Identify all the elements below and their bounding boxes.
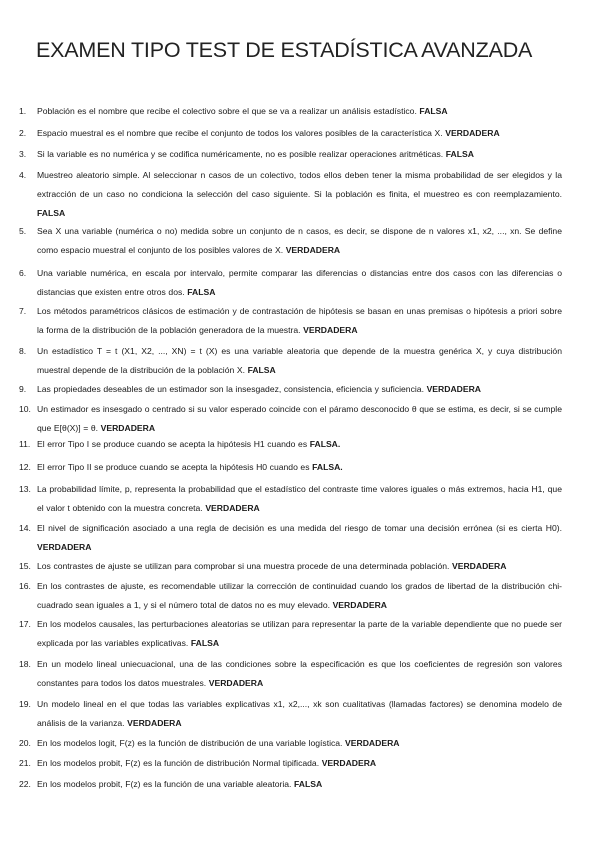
question-text (37, 577, 562, 615)
question-statement: En los contrastes de ajuste, es recomendable utilizar la corrección de continuidad cuando los grados de libertad de la distribución chi-cuadrado sean iguales a 1, y si el número total de datos no es muy elevado. (37, 581, 562, 610)
question-statement: Muestreo aleatorio simple. Al seleccionar n casos de un colectivo, todos ellos deben tener la misma probabilidad de ser elegidos y la extracción de un caso no condiciona la selección del caso siguiente. Si la población es finita, el muestreo es con reemplazamiento. (37, 170, 562, 199)
question-statement: En los modelos probit, F(z) es la función de una variable aleatoria. (37, 779, 292, 789)
question-statement: Los contrastes de ajuste se utilizan para comprobar si una muestra procede de una determinada población. (37, 561, 450, 571)
question-number: 7. (19, 306, 27, 316)
question-number: 5. (19, 226, 27, 236)
question-statement: Un modelo lineal en el que todas las variables explicativas x1, x2,..., xk son cualitativas (llamadas factores) se denomina modelo de análisis de la varianza. (37, 699, 562, 728)
question-statement: En los modelos logit, F(z) es la función de distribución de una variable logística. (37, 738, 343, 748)
question-number: 4. (19, 170, 27, 180)
answer-label: FALSA. (312, 462, 343, 472)
question-statement: En los modelos causales, las perturbaciones aleatorias se utilizan para representar la parte de la variable dependiente que no puede ser explicada por las variables explicativas. (37, 619, 562, 648)
question-number: 19. (19, 699, 31, 709)
answer-label: FALSA (445, 149, 474, 159)
question-statement: Las propiedades deseables de un estimador son la insesgadez, consistencia, eficiencia y suficiencia. (37, 384, 424, 394)
question-number: 21. (19, 758, 31, 768)
question-statement: Si la variable es no numérica y se codifica numéricamente, no es posible realizar operaciones aritméticas. (37, 149, 444, 159)
question-number: 8. (19, 346, 27, 356)
question-number: 3. (19, 149, 27, 159)
answer-label: FALSA. (309, 439, 341, 449)
page-title: EXAMEN TIPO TEST DE ESTADÍSTICA AVANZADA (36, 38, 533, 62)
question-text (37, 775, 562, 794)
question-number: 2. (19, 128, 27, 138)
question-statement: El nivel de significación asociado a una regla de decisión es una medida del riesgo de tomar una decisión errónea (si es cierta H0). (37, 523, 562, 533)
answer-label: VERDADERA (426, 384, 481, 394)
question-text (37, 458, 562, 477)
question-number: 16. (19, 581, 31, 591)
question-number: 15. (19, 561, 31, 571)
answer-label: FALSA (37, 208, 66, 218)
answer-label: FALSA (294, 779, 323, 789)
question-statement: En un modelo lineal uniecuacional, una de las condiciones sobre la especificación es que los coeficientes de regresión son valores constantes para todos los datos muestrales. (37, 659, 562, 688)
question-statement: Un estadístico T = t (X1, X2, ..., XN) = t (X) es una variable aleatoria que depende de la muestra genérica X, y cuya distribución muestral depende de la distribución de la población X. (37, 346, 562, 375)
question-number: 9. (19, 384, 27, 394)
question-number: 14. (19, 523, 31, 533)
question-statement: Los métodos paramétricos clásicos de estimación y de contrastación de hipótesis se basan en unas premisas o hipótesis a priori sobre la forma de la distribución de la población generadora de la muestra. (37, 306, 562, 335)
question-number: 10. (19, 404, 31, 414)
question-statement: El error Tipo I se produce cuando se acepta la hipótesis H1 cuando es (37, 439, 308, 449)
question-text (37, 400, 562, 438)
answer-label: FALSA (187, 287, 216, 297)
question-number: 12. (19, 462, 31, 472)
question-text (37, 695, 562, 733)
question-text (37, 519, 562, 557)
question-text (37, 124, 562, 143)
question-number: 20. (19, 738, 31, 748)
question-number: 1. (19, 106, 27, 116)
question-text (37, 435, 562, 454)
question-text (37, 222, 562, 260)
question-text (37, 342, 562, 380)
answer-label: FALSA (190, 638, 220, 648)
question-text (37, 102, 562, 121)
question-statement: El error Tipo II se produce cuando se acepta la hipótesis H0 cuando es (37, 462, 310, 472)
answer-label: VERDADERA (100, 423, 156, 433)
question-text (37, 480, 562, 518)
question-number: 18. (19, 659, 31, 669)
question-text (37, 302, 562, 340)
answer-label: VERDADERA (303, 325, 358, 335)
answer-label: VERDADERA (332, 600, 388, 610)
question-number: 11. (19, 439, 31, 449)
question-text (37, 166, 562, 223)
question-number: 13. (19, 484, 31, 494)
answer-label: VERDADERA (127, 718, 182, 728)
answer-label: FALSA (419, 106, 448, 116)
question-statement: Un estimador es insesgado o centrado si su valor esperado coincide con el páramo desconocido θ que se estima, es decir, si se cumple que E[θ(X)] = θ. (37, 404, 562, 433)
question-statement: La probabilidad límite, p, representa la probabilidad que el estadístico del contraste time valores iguales o más extremos, hacia H1, que el valor t obtenido con la muestra concreta. (37, 484, 562, 513)
question-statement: Sea X una variable (numérica o no) medida sobre un conjunto de n casos, es decir, se dispone de n valores x1, x2, ..., xn. Se define como espacio muestral el conjunto de los posibles valores de X. (37, 226, 562, 255)
answer-label: VERDADERA (321, 758, 377, 768)
question-statement: Una variable numérica, en escala por intervalo, permite comparar las diferencias o distancias entre dos casos con las diferencias o distancias que existen entre otros dos. (37, 268, 562, 297)
question-text (37, 655, 562, 693)
question-statement: Espacio muestral es el nombre que recibe el conjunto de todos los valores posibles de la característica X. (37, 128, 443, 138)
question-number: 17. (19, 619, 31, 629)
answer-label: VERDADERA (208, 678, 264, 688)
question-number: 6. (19, 268, 27, 278)
answer-label: VERDADERA (285, 245, 341, 255)
question-statement: Población es el nombre que recibe el colectivo sobre el que se va a realizar un análisis estadístico. (37, 106, 417, 116)
answer-label: VERDADERA (205, 503, 260, 513)
question-text (37, 557, 562, 576)
question-text (37, 264, 562, 302)
answer-label: VERDADERA (445, 128, 500, 138)
answer-label: VERDADERA (345, 738, 400, 748)
answer-label: VERDADERA (452, 561, 507, 571)
answer-label: FALSA (247, 365, 276, 375)
answer-label: VERDADERA (37, 542, 92, 552)
question-statement: En los modelos probit, F(z) es la función de distribución Normal tipificada. (37, 758, 320, 768)
question-text (37, 380, 562, 399)
question-text (37, 615, 562, 653)
question-text (37, 145, 562, 164)
question-number: 22. (19, 779, 31, 789)
question-text (37, 734, 562, 753)
question-text (37, 754, 562, 773)
